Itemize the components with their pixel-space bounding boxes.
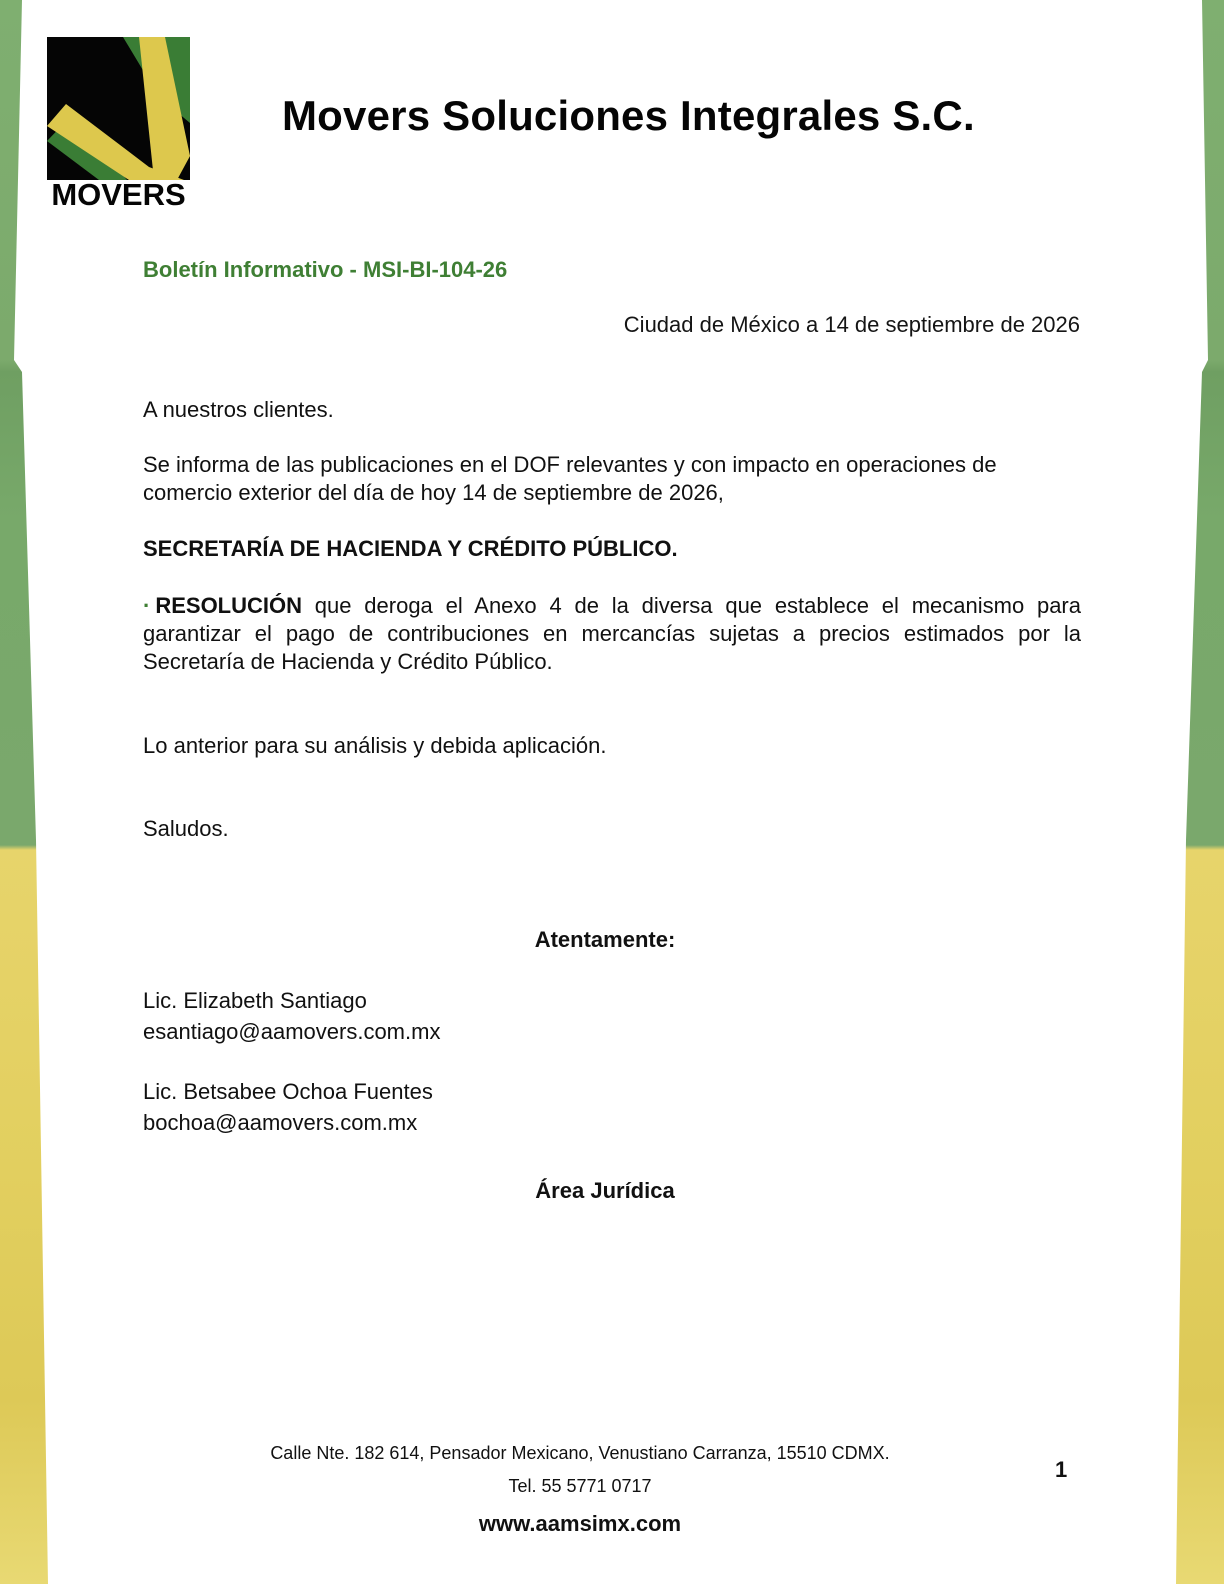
footer-website: www.aamsimx.com xyxy=(478,1511,682,1536)
regards-text: Saludos. xyxy=(143,816,229,841)
section-heading: SECRETARÍA DE HACIENDA Y CRÉDITO PÚBLICO. xyxy=(143,536,678,561)
footer-phone: Tel. 55 5771 0717 xyxy=(508,1476,652,1496)
bullet-icon: · xyxy=(143,593,151,618)
contact-block xyxy=(143,1076,563,1138)
company-title: Movers Soluciones Integrales S.C. xyxy=(282,92,975,139)
document-date: Ciudad de México a 14 de septiembre de 2026 xyxy=(623,312,1080,337)
legal-area-label: Área Jurídica xyxy=(535,1178,675,1203)
movers-logo xyxy=(47,37,190,212)
resolution-title: RESOLUCIÓN xyxy=(155,593,303,618)
greeting: A nuestros clientes. xyxy=(143,397,334,422)
contact-name: Lic. Betsabee Ochoa Fuentes xyxy=(143,1079,433,1104)
page-number: 1 xyxy=(1055,1457,1068,1482)
contact-name: Lic. Elizabeth Santiago xyxy=(143,988,367,1013)
left-decorative-band xyxy=(0,0,48,1584)
intro-paragraph: Se informa de las publicaciones en el DOF relevantes y con impacto en operaciones de comercio exterior del día de hoy 14 de septiembre de 2026, xyxy=(143,452,997,505)
closing-text: Lo anterior para su análisis y debida aplicación. xyxy=(143,733,607,758)
footer-address: Calle Nte. 182 614, Pensador Mexicano, Venustiano Carranza, 15510 CDMX. xyxy=(270,1443,890,1463)
resolution-paragraph xyxy=(143,592,1081,676)
logo-text: MOVERS xyxy=(51,177,186,212)
resolution-text: que deroga el Anexo 4 de la diversa que establece el mecanismo para garantizar el pago de contribuciones en mercancías sujetas a precios estimados por la Secretaría de Hacienda y Crédito Público. xyxy=(143,593,1081,674)
right-decorative-band xyxy=(1176,0,1224,1584)
contact-email: bochoa@aamovers.com.mx xyxy=(143,1110,418,1135)
signature-heading: Atentamente: xyxy=(534,927,676,952)
bulletin-id: Boletín Informativo - MSI-BI-104-26 xyxy=(143,257,508,282)
contact-block xyxy=(143,985,563,1047)
contact-email: esantiago@aamovers.com.mx xyxy=(143,1019,441,1044)
